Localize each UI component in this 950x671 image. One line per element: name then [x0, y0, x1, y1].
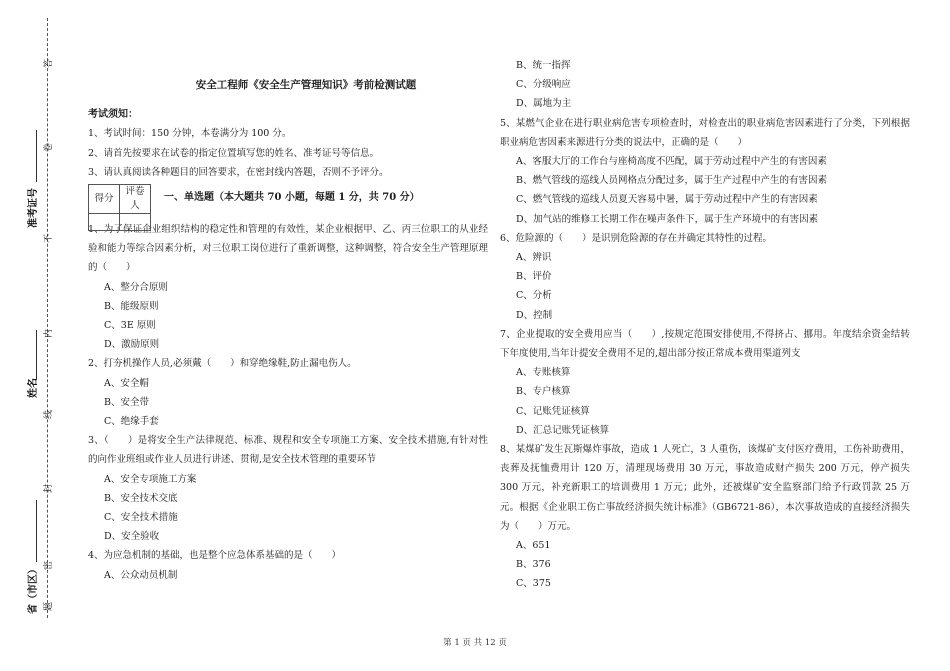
question-stem: 8、某煤矿发生瓦斯爆炸事故，造成 1 人死亡，3 人重伤，该煤矿支付医疗费用，工伤补助费用，丧葬及抚恤费用计 120 万，清理现场费用 30 万元，事故造成财产损失 200 万元，停产损失 300 万元，补充新职工的培训费用 1 万元；此外，还被煤矿安全监察部门给予行政罚款 25 万元。根据《企业职工伤亡事故经济损失统计标准》（GB6721-86），本次事故造成的直接经济损失为（ ）万元。	[500, 444, 910, 532]
option: D、属地为主	[516, 98, 572, 110]
page-footer: 第 1 页 共 12 页	[443, 638, 507, 648]
section-heading: 一、单选题（本大题共 70 小题，每题 1 分，共 70 分）	[164, 192, 420, 204]
province-label: 省（市区）	[28, 564, 39, 614]
notice-item: 3、请认真阅读各种题目的回答要求，在密封线内答题，否则不予评分。	[88, 166, 389, 178]
option: B、燃气管线的巡线人员网格点分配过多，属于生产过程中产生的有害因素	[516, 175, 827, 187]
option: D、控制	[516, 309, 553, 321]
option: D、激励原则	[104, 339, 160, 351]
score-label: 得分	[89, 185, 120, 214]
option: B、安全带	[104, 396, 149, 408]
exam-number-line	[36, 130, 37, 182]
question-stem: 3、（ ）是将安全生产法律规范、标准、规程和安全专项施工方案、安全技术措施,有针对性的向作业班组或作业人员进行讲述、贯彻,是安全技术管理的重要环节	[88, 435, 488, 466]
question-stem: 1、为了保证企业组织结构的稳定性和管理的有效性，某企业根据甲、乙、丙三位职工的从业经验和能力等综合因素分析，对三位职工岗位进行了重新调整，这种调整，符合安全生产管理原理的（ ）	[88, 224, 488, 274]
name-line	[36, 330, 37, 380]
score-box	[88, 184, 151, 231]
seal-char-7: 密	[44, 560, 54, 570]
name-label: 姓名	[28, 378, 39, 398]
notice-heading: 考试须知：	[88, 109, 138, 121]
right-column	[500, 56, 910, 594]
option: C、燃气管线的巡线人员夏天容易中暑，属于劳动过程中产生的有害因素	[516, 194, 818, 206]
option: A、651	[516, 540, 551, 552]
page-title: 安全工程师《安全生产管理知识》考前检测试题	[195, 79, 417, 91]
option: C、分级响应	[516, 79, 571, 91]
question-stem: 4、为应急机制的基础，也是整个应急体系基础的是（ ）	[88, 550, 342, 562]
option: A、安全帽	[104, 377, 149, 389]
seal-char-5: 线	[44, 409, 54, 419]
seal-char-8: 题	[44, 601, 54, 611]
province-line	[36, 500, 37, 562]
option: A、专账核算	[516, 367, 571, 379]
left-column	[88, 70, 488, 585]
option: C、分析	[516, 290, 552, 302]
option: A、辨识	[516, 252, 552, 264]
option: B、安全技术交底	[104, 492, 178, 504]
score-cell	[89, 214, 120, 231]
binding-sidebar	[0, 0, 60, 671]
option: A、公众动员机制	[104, 569, 178, 581]
option: C、绝缘手套	[104, 416, 159, 428]
option: C、记账凭证核算	[516, 405, 590, 417]
notice-item: 1、考试时间：150 分钟，本卷满分为 100 分。	[88, 128, 292, 140]
seal-dashed-line	[47, 18, 48, 618]
exam-number-label: 准考证号	[28, 188, 39, 228]
question-stem: 5、某燃气企业在进行职业病危害专项检查时，对检查出的职业病危害因素进行了分类，下列根据职业病危害因素来源进行分类的说法中，正确的是（ ）	[500, 117, 910, 148]
seal-char-3: 不	[44, 233, 54, 243]
option: B、376	[516, 559, 551, 571]
option: C、375	[516, 578, 551, 590]
grader-cell	[120, 214, 151, 231]
option: B、评价	[516, 271, 552, 283]
option: A、安全专项施工方案	[104, 473, 197, 485]
option: D、安全验收	[104, 531, 160, 543]
question-stem: 6、危险源的（ ）是识别危险源的存在并确定其特性的过程。	[500, 232, 773, 244]
seal-char-4: 内	[44, 328, 54, 338]
option: A、客服大厅的工作台与座椅高度不匹配，属于劳动过程中产生的有害因素	[516, 156, 827, 168]
option: C、安全技术措施	[104, 512, 178, 524]
option: B、能级原则	[104, 300, 159, 312]
option: B、统一指挥	[516, 60, 571, 71]
option: D、加气站的维修工长期工作在噪声条件下，属于生产环境中的有害因素	[516, 213, 819, 225]
notice-item: 2、请首先按要求在试卷的指定位置填写您的姓名、准考证号等信息。	[88, 147, 380, 159]
seal-char-2: 卷	[44, 142, 54, 152]
option: C、3E 原则	[104, 320, 156, 332]
grader-label: 评卷人	[120, 185, 151, 214]
seal-char-6: 封	[44, 483, 54, 493]
question-stem: 7、企业提取的安全费用应当（ ）,按规定范围安排使用,不得挤占、挪用。年度结余资金结转下年度使用,当年计提安全费用不足的,超出部分按正常成本费用渠道列支	[500, 328, 910, 360]
score-area	[88, 182, 488, 216]
option: A、整分合原则	[104, 281, 168, 293]
seal-char-1: 答	[44, 58, 54, 68]
question-stem: 2、打夯机操作人员,必须戴（ ）和穿绝缘鞋,防止漏电伤人。	[88, 358, 357, 370]
option: B、专户核算	[516, 386, 571, 398]
option: D、汇总记账凭证核算	[516, 424, 610, 436]
